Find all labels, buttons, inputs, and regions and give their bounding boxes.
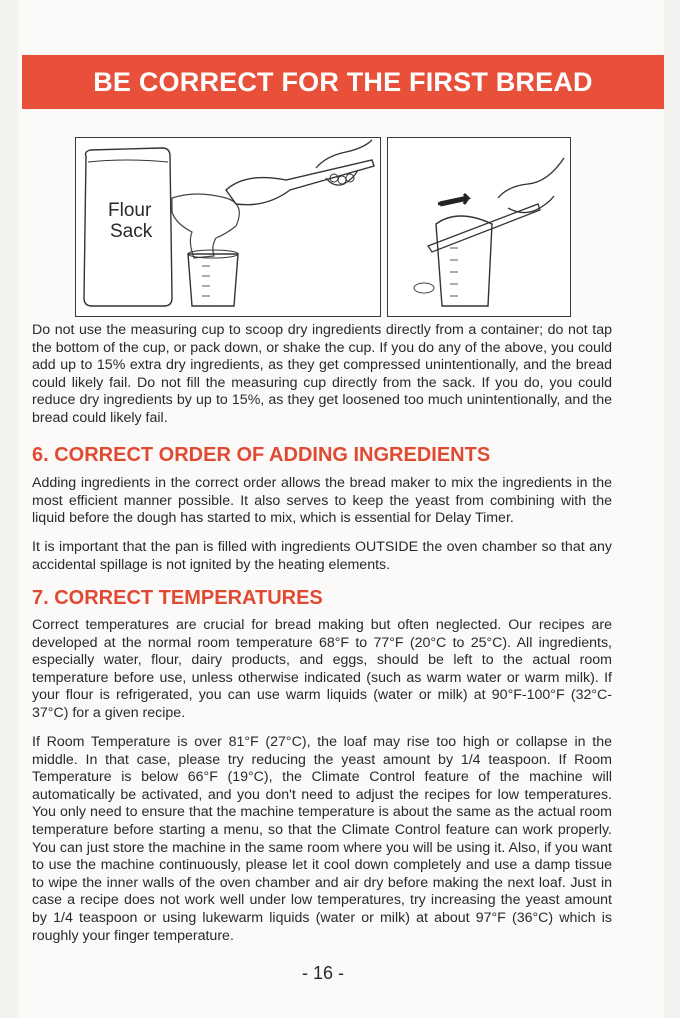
leveling-illustration — [388, 138, 570, 316]
heading-section-6: 6. CORRECT ORDER OF ADDING INGREDIENTS — [32, 444, 491, 466]
page-banner — [22, 55, 664, 109]
figure-flour-sack — [75, 137, 381, 317]
figure-leveling-cup — [387, 137, 571, 317]
paragraph-temperature-1: Correct temperatures are crucial for bread making but often neglected. Our recipes are developed at the normal room temperature 68°F to 77°F (20°C to 25°C). All ingredients, especially water, flour, dairy products, and eggs, should be left to the actual room temperature before use, unless otherwise indicated (such as warm water or warm milk). If your flour is refrigerated, you can use warm liquids (water or milk) at 90°F-100°F (32°C-37°C) for a given recipe. — [32, 617, 612, 721]
page-number-text: - 16 - — [301, 963, 344, 983]
paragraph-order-1: Adding ingredients in the correct order allows the bread maker to mix the ingredients in the most efficient manner possible. It also serves to keep the yeast from combining with the liquid before the dough has started to mix, which is essential for Delay Timer. — [32, 475, 612, 527]
flour-cascade — [172, 194, 239, 258]
sack-label-line1: Flour — [108, 200, 152, 221]
knife-icon — [428, 204, 540, 252]
sack-label-line2: Sack — [110, 221, 153, 242]
hand-icon — [498, 158, 564, 213]
measuring-cup-icon — [188, 254, 238, 306]
banner-title: BE CORRECT FOR THE FIRST BREAD — [93, 66, 593, 97]
paragraph-intro: Do not use the measuring cup to scoop dry ingredients directly from a container; do not tap the bottom of the cup, or pack down, or shake the cup. If you do any of the above, you could add up to 15% extra dry ingredients, as they get compressed unintentionally, and the bread could likely fail. Do not fill the measuring cup directly from the sack. If you do, you could reduce dry ingredients by up to 15%, as they get loosened too much unintentionally, and the bread could likely fail. — [32, 322, 612, 426]
flour-sack-illustration — [76, 138, 380, 316]
heading-section-7: 7. CORRECT TEMPERATURES — [32, 587, 323, 609]
paragraph-order-2: It is important that the pan is filled with ingredients OUTSIDE the oven chamber so that any accidental spillage is not ignited by the heating elements. — [32, 539, 612, 573]
paragraph-temperature-2: If Room Temperature is over 81°F (27°C), the loaf may rise too high or collapse in the middle. In that case, please try reducing the yeast amount by 1/4 teaspoon. If Room Temperature is below 66°F (19°C), the Climate Control feature of the machine will automatically be activated, and you don't need to adjust the recipes for low temperatures. You only need to ensure that the machine temperature is about the same as the actual room temperature before starting a menu, so that the Climate Control feature can work properly. You can just store the machine in the same room where you will be using it. Also, if you want to use the machine continuously, please let it cool down completely and use a damp tissue to wipe the inner walls of the oven chamber and air dry before making the next loaf. Just in case a recipe does not work well under low temperatures, try increasing the yeast amount by 1/4 teaspoon or using lukewarm liquids (water or milk) at about 97°F (36°C) which is roughly your finger temperature. — [32, 734, 612, 944]
page-number — [0, 963, 646, 984]
spoon-icon — [226, 160, 374, 205]
measuring-cup-icon — [436, 216, 492, 306]
spilled-flour — [414, 283, 434, 293]
